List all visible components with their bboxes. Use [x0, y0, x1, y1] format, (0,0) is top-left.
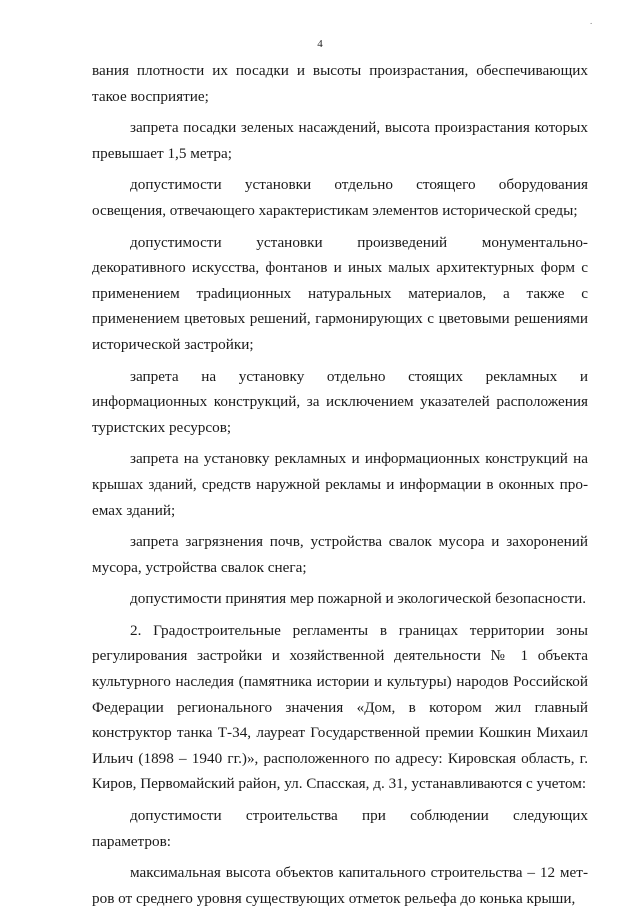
paragraph: допустимости установки отдельно стоящего оборудования освещения, отвечающего характеристикам элементов исторической среды;: [92, 176, 588, 219]
paragraph: максимальная высота объектов капитального строительства – 12 метров от среднего уровня существующих отметок рельефа до конька крыши,: [92, 864, 588, 907]
paragraph-numbered: 2. Градостроительные регламенты в границах территории зоны регулирования застройки и хозяйственной деятельности № 1 объекта культурного наследия (памятника истории и культуры) народов Российской Федерации регионального значения «Дом, в котором жил главный конструктор танка Т-34, лауреат Государственной премии Кошкин Михаил Ильич (1898 – 1940 гг.)», расположенного по адресу: Кировская область, г. Киров, Первомайский район, ул. Спасская, д. 31, устанавливаются с учетом:: [92, 621, 588, 793]
scan-mark: .: [590, 16, 593, 26]
body-text: [92, 58, 588, 911]
paragraph: запрета посадки зеленых насаждений, высота произрастания которых превышает 1,5 метра;: [92, 119, 588, 162]
paragraph: запрета загрязнения почв, устройства свалок мусора и захоронений мусора, устройства свалок снега;: [92, 533, 588, 576]
paragraph-continuation: вания плотности их посадки и высоты произрастания, обеспечивающих такое восприятие;: [92, 62, 588, 105]
page-number: 4: [317, 38, 323, 50]
paragraph: запрета на установку отдельно стоящих рекламных и информационных конструкций, за исключением указателей расположения туристских ресурсов;: [92, 367, 588, 436]
paragraph: допустимости строительства при соблюдении следующих параметров:: [92, 807, 588, 850]
paragraph: допустимости установки произведений монументально-декоративного искусства, фонтанов и иных малых архитектурных форм с применением траdиционных натуральных материалов, а также с применением цветовых решений, гармонирующих с цветовыми решениями исторической застройки;: [92, 233, 588, 353]
paragraph: допустимости принятия мер пожарной и экологической безопасности.: [130, 590, 587, 608]
paragraph: запрета на установку рекламных и информационных конструкций на крышах зданий, средств наружной рекламы и информации в оконных проемах зданий;: [92, 450, 588, 519]
